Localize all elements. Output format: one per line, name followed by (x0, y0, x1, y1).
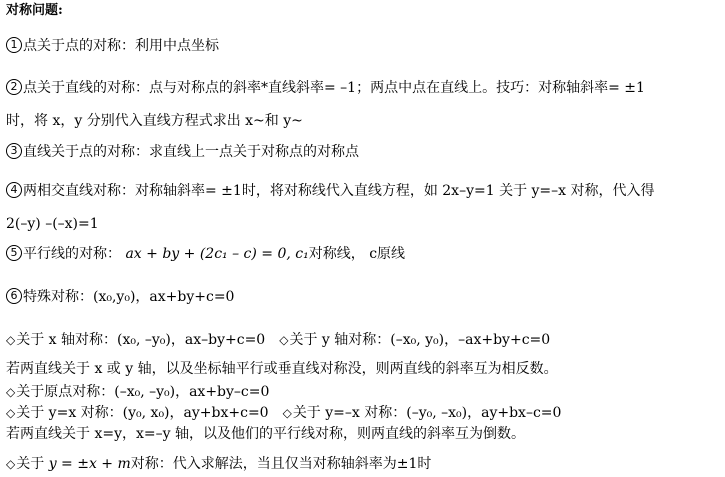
circled-number: 3 (6, 143, 22, 159)
circled-number: 5 (6, 245, 22, 261)
item-5 (6, 245, 405, 263)
yx-note: 关于 y=x 对称：(y₀, x₀)，ay+bx+c=0 (16, 405, 269, 421)
item-3 (6, 143, 359, 161)
general-line-row (6, 455, 431, 473)
item-tail: 对称线， c原线 (308, 246, 406, 262)
diagonal-symmetry-row (6, 404, 561, 422)
circled-number: 1 (6, 37, 22, 53)
item-text: 平行线的对称： (23, 246, 121, 262)
section-title: 对称问题: (6, 3, 63, 18)
item-text: 两相交直线对称：对称轴斜率= ±1时，将对称线代入直线方程，如 2x–y=1 关于 y=–x 对称，代入得 (23, 183, 655, 199)
slope-opposite-note: 若两直线关于 x 或 y 轴，以及坐标轴平行或垂直线对称没，则两直线的斜率互为相反数。 (6, 361, 558, 377)
item-text: 特殊对称：(x₀,y₀)，ax+by+c=0 (23, 289, 235, 305)
diamond-bullet-icon: ◇ (282, 406, 292, 420)
last-post: 对称：代入求解法，当且仅当对称轴斜率为±1时 (130, 456, 432, 472)
diamond-bullet-icon: ◇ (6, 406, 16, 420)
math-expression: ax + by + (2c₁ – c) = 0, c₁ (125, 246, 309, 262)
origin-row (6, 383, 269, 401)
last-pre: 关于 (16, 456, 45, 472)
diamond-bullet-icon: ◇ (6, 385, 16, 399)
item-1 (6, 37, 219, 55)
diamond-bullet-icon: ◇ (279, 333, 289, 347)
item-4 (6, 182, 655, 200)
diamond-bullet-icon: ◇ (6, 333, 16, 347)
item-text: 点关于点的对称：利用中点坐标 (23, 38, 219, 54)
diamond-bullet-icon: ◇ (6, 457, 16, 471)
item-text: 点关于直线的对称：点与对称点的斜率*直线斜率= –1；两点中点在直线上。技巧：对称轴斜率= ±1 (23, 80, 645, 96)
item-text: 直线关于点的对称：求直线上一点关于对称点的对称点 (23, 144, 359, 160)
item-2 (6, 79, 645, 97)
item-4-continuation: 2(–y) –(–x)=1 (6, 216, 99, 232)
xaxis-note: 关于 x 轴对称：(x₀, –y₀)，ax–by+c=0 (16, 332, 266, 348)
item-2-continuation: 时，将 x，y 分别代入直线方程式求出 x~和 y~ (6, 113, 303, 129)
yaxis-note: 关于 y 轴对称：(–x₀, y₀)，–ax+by+c=0 (289, 332, 551, 348)
axis-symmetry-row (6, 331, 550, 349)
item-6 (6, 288, 234, 306)
circled-number: 2 (6, 79, 22, 95)
math-expression: y = ±x + m (48, 456, 131, 472)
origin-note: 关于原点对称：(–x₀, –y₀)，ax+by–c=0 (16, 384, 270, 400)
circled-number: 4 (6, 182, 22, 198)
slope-reciprocal-note: 若两直线关于 x=y，x=–y 轴，以及他们的平行线对称，则两直线的斜率互为倒数。 (6, 426, 525, 442)
ynx-note: 关于 y=–x 对称：(–y₀, –x₀)，ay+bx–c=0 (292, 405, 562, 421)
circled-number: 6 (6, 288, 22, 304)
